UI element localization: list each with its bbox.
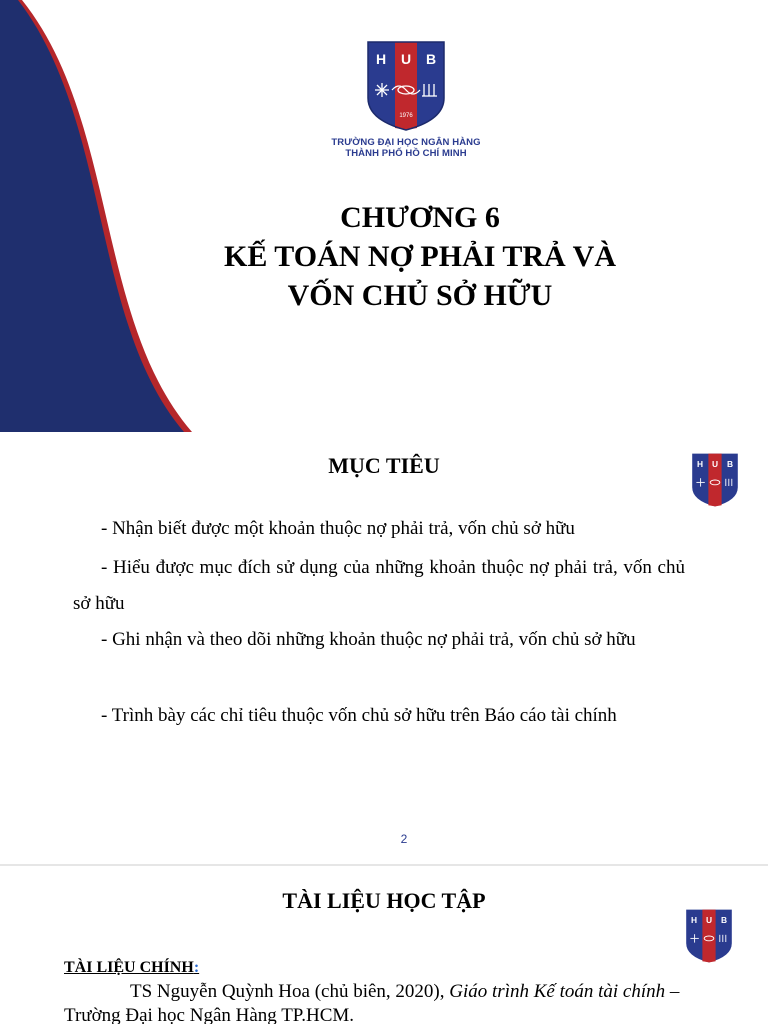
logo-letter-u: U [400,51,412,67]
hub-logo-small [685,908,733,964]
logo-letter-h: H [375,51,387,67]
reference-publisher: – Trường Đại học Ngân Hàng TP.HCM. [64,981,680,1024]
objective-item: - Nhận biết được một khoản thuộc nợ phải trả, vốn chủ sở hữu [101,518,575,539]
svg-text:U: U [705,914,713,925]
page-number: 2 [400,832,408,846]
svg-text:U: U [711,458,719,469]
reference-author: TS Nguyễn Quỳnh Hoa (chủ biên, 2020), [130,981,450,1002]
objectives-heading: MỤC TIÊU [328,453,440,478]
title-slide [0,0,768,432]
objective-item: - Trình bày các chỉ tiêu thuộc vốn chủ sở hữu trên Báo cáo tài chính [101,705,617,726]
chapter-title-line1: CHƯƠNG 6 [340,201,500,234]
objective-item: - Ghi nhận và theo dõi những khoản thuộc nợ phải trả, vốn chủ sở hữu [101,629,636,650]
main-reference-label: TÀI LIỆU CHÍNH: [64,959,200,976]
hub-logo [366,40,446,132]
objective-item: - Hiểu được mục đích sử dụng của những khoản thuộc nợ phải trả, vốn chủ sở hữu [73,557,685,614]
svg-text:H: H [690,914,698,925]
hub-logo-small [691,452,739,508]
svg-text:B: B [726,458,734,469]
references-heading: TÀI LIỆU HỌC TẬP [282,888,486,913]
university-name-line2: THÀNH PHỐ HỒ CHÍ MINH [345,148,467,159]
label-colon: : [193,959,200,976]
logo-letter-b: B [425,51,437,67]
svg-text:B: B [720,914,728,925]
reference-title: Giáo trình Kế toán tài chính [449,981,666,1002]
svg-text:H: H [696,458,704,469]
logo-year: 1976 [399,113,413,119]
university-name-line1: TRƯỜNG ĐẠI HỌC NGÂN HÀNG [331,137,481,148]
objectives-slide [0,432,768,864]
reference-entry [64,980,724,1024]
chapter-title-line3: VỐN CHỦ SỞ HỮU [287,279,553,312]
chapter-title-line2: KẾ TOÁN NỢ PHẢI TRẢ VÀ [223,240,617,273]
references-slide [0,866,768,1024]
